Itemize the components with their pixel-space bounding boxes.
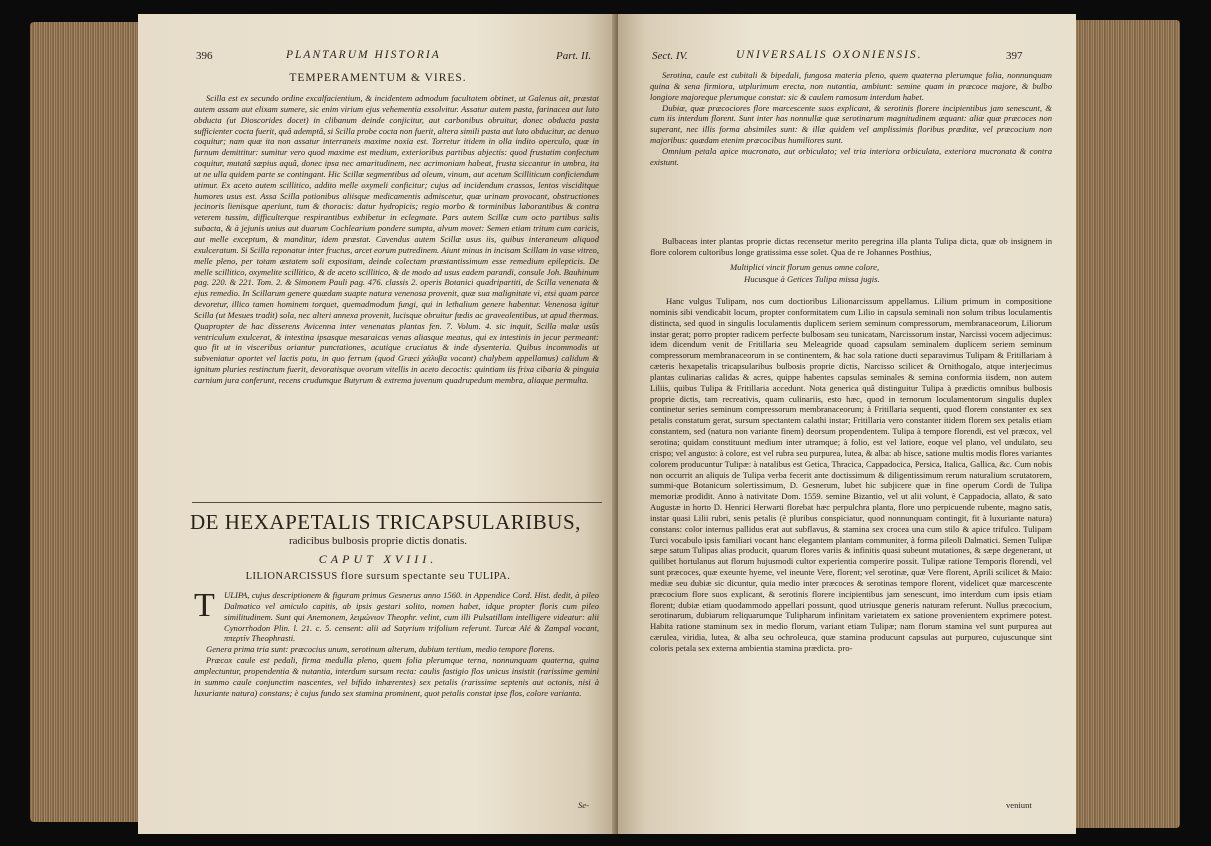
catchword: Se- <box>578 800 589 810</box>
tulipa-text <box>194 587 599 798</box>
section-rule <box>192 502 602 503</box>
intro-paragraph-2: Dubiæ, quæ præcociores flore marcescente suos explicant, & serotinis florere incipientibus jam senescunt, & cum iis interdum florent. Sunt inter has nonnullæ quæ serotinarum magnitudinem æquant: aliæ quæ præcoces non superant, nec illis forma absimiles sunt: & illæ quidem vel amplissimis floribus præditæ, vel præcocium non majoribus: quædam etenim præcocibus humiliores sunt. <box>650 102 1052 146</box>
temperament-paragraph: Scilla est ex secundo ordine excalfacientium, & incidentem admodum facultatem obtinet, ut Galenus ait, præstat autem assam aut elixam sumere, sic enim virium ejus vehementia exsolvitur. Assatur autem pasta, farinacea aut luto obducta (ut Dioscorides docet) in clibanum deinde conjicitur, aut carbonibus obruitur, donec obducta pasta sufficienter cocta fuerit, quâ ademptâ, si Scilla probe cocta non fuerit, altera simili pasta aut luto obducitur, ac denuo coquitur; nam quæ ita non assatur interraneis maxime noxia est. Torretur itidem in olla indito operculo, quæ in furnum demittitur: sumitur vero quod maxime est medium, exterioribus partibus abjectis: quod frustatim confectum coquitur, mutatâ sæpius aquâ, donec ipsa nec amaritudinem, nec acrimoniam habeat, frusta siccantur in umbra, ita ut ne ulla quidem parte se contingant. Hic Scillæ segmentibus ad oleum, vinum, aut acetum Scilliticum conficiendum utimur. Ex aceto autem scillitico, addito melle oxymeli conficitur; cujus ad incidendum crassos, lentos visciditque humores usus est. Assa Scilla potionibus aliisque medicamentis admiscetur, quæ urinam provocant, obstructiones jecinoris lienisque aperiunt, tum & thoracis: datur hydropicis; regio morbo & torminibus laborantibus & contra veterem tussim, difficulterque respirantibus exhibetur in eclegmate. Pars autem Scillæ cum octo partibus salis subacta, & à jejunis unius aut duarum Cochlearium pondere sumpta, alvum movet: Semen etiam tritum cum caricis, aut melle exceptum, & manditur, idem præstat. Cavendus autem Scillæ usus iis, quibus interaneum aliquod exulceratum. Si Scilla reponatur inter fructus, arcet eorum putredinem. Aiunt minus in incisam Scillam in vase vitreo, melle pleno, per totam æstatem soli expositam, deinde colectam præstantissimum esse remedium epilepticis. De melle scillitico, oxymelite scillitico, & de aceto scillitico, & de modo ad usus eadem parandi, consule Joh. Bauhinum pag. 220. & 221. Tom. 2. & Simonem Pauli pag. 476. classis 2. operis Botanici quadripartiti, de Scilla venenata & ejus remedio. In Scillarum genere quædam suapte natura venenosa provenit, quæ sua malignitate vi, etsi quam parce devoretur, illico tamen hominem torquet, quemadmodum fungi, qui in lethalium genere habentur. Venenosa igitur Scilla (ut Mesues tradit) sola, nec alteri annexa provenit, lucisque obruitur fœdis ac graveolentibus, ut apud thermas. Quapropter de hac disserens Avicenna inter venenatas plantas fen. 7. Volum. 4. sic inquit, Scilla malæ usûs ventriculum exulcerat, & intestina ipsasque mesaraicas venas aliasque meatus, qui ex intestinis in jecur permeant: quo fit ut in visceribus oriantur punctationes, acutique cruciatus & inde dysenteria. Quibus incommodis ut subveniatur oportet vel lactis potu, in quo ferrum (quod Græci χάλυβα vocant) chalybem appellamus) calidum & ignitum pluries restinctum fuerit, devoratisque ovorum vitellis in aceto decoctis: quintiam iis frixa cibaria & pinguia carnium jura conferunt, recens crudumque Butyrum & extrema juvenum quadrupedum membra, aliaque permulta. <box>194 93 599 385</box>
chapter-heading <box>190 510 610 535</box>
intro-paragraph-1: Serotina, caule est cubitali & bipedali, fungosa materia pleno, quem quaterna plerumque folia, nonnunquam quina & sena firmiora, utplurimum erecta, non nutantia, ambiunt: semine quam in præcoce majore, & bulbo longiore majoreque plerumque constat: sic & caulem ramosum interdum habet. <box>650 70 1052 102</box>
part-label: Part. II. <box>556 50 592 62</box>
catchword: veniunt <box>1006 800 1032 810</box>
drop-cap: T <box>194 587 215 624</box>
page-number: 397 <box>1006 50 1023 62</box>
tulipa-paragraph-2: Genera prima tria sunt: præcocius unum, serotinum alterum, dubium tertium, medio tempore florens. <box>206 644 555 655</box>
right-page <box>618 14 1076 834</box>
chapter-heading-main: HEXAPETALIS TRICAPSULARIBUS, <box>224 510 581 534</box>
right-page-edges <box>1068 20 1180 828</box>
caput-label: CAPUT XVIII. <box>318 552 438 566</box>
intro-text <box>650 70 1052 168</box>
chapter-heading-prefix: DE <box>190 510 225 534</box>
section-title: TEMPERAMENTUM & VIRES. <box>289 72 467 84</box>
temperament-text <box>194 93 599 503</box>
tulipa-paragraph-1: ULIPA, cujus descriptionem & figuram primus Gesnerus anno 1560. in Appendice Cord. Hist. dedit, à pileo Dalmatico vel amiculo capitis, ab ipsis gestari solito, nomen habet, idque propter floris cum pileo similitudinem. Sunt qui Anemonem, λειμώνιον Theophr. velint, cum illi Pulsatillam intelligere videatur: alii Cynorrhodon Plin. l. 21. c. 5. censent: alii ad Satyrium trifolium referunt. Turcæ Alé & Zampal vocant, ππερτίν Theophrasti. <box>224 590 599 644</box>
plant-title: LILIONARCISSUS flore sursum spectante seu TULIPA. <box>245 571 511 582</box>
tulipa-paragraph-3: Præcox caule est pedali, firma medulla pleno, quem folia plerumque terna, nonnunquam quaterna, quina amplectuntur, propendentia & nutantia, interdum sursum recta: caulis fastigio flos unicus insistit (rarissime gemini in summo caule conjunctim nascentes, vel bifido inhærentes) sex petalis (rarissime septenis aut octonis, nisi à luxuriante natura) constans; è cujus fundo sex stamina prominent, quot petalis constat ipse flos, colore varianta. <box>194 655 599 698</box>
page-number: 396 <box>196 50 213 62</box>
intro-paragraph-4: Bulbaceas inter plantas proprie dictas recensetur merito peregrina illa planta Tulipa dicta, quæ ob insignem in flore colorem cultoribus longe gratissima esse solet. Qua de re Johannes Posthius, <box>650 236 1052 257</box>
left-page <box>138 14 618 834</box>
chapter-subheading: radicibus bulbosis proprie dictis donatis. <box>288 535 468 547</box>
intro-paragraph-3: Omnium petala apice mucronato, aut orbiculato; vel tria interiora orbiculata, exteriora mucronata & contra existunt. <box>650 145 1052 167</box>
verse-line-2: Hucusque à Getices Tulipa missa jugis. <box>744 274 880 284</box>
verse-line-1: Multiplici vincit florum genus omne colore, <box>730 262 880 272</box>
section-label: Sect. IV. <box>652 50 688 62</box>
intro-roman-text <box>650 236 1052 258</box>
running-head: PLANTARUM HISTORIA <box>286 49 441 61</box>
running-head: UNIVERSALIS OXONIENSIS. <box>736 49 923 61</box>
left-page-edges <box>30 22 148 822</box>
discussion-paragraph: Hanc vulgus Tulipam, nos cum doctioribus Lilionarcissum appellamus. Lilium primum in compositione nominis sibi vendicabit locum, propter conformitatem cum Lilio in capsula seminali non solum tribus loculamentis distincta, sed quod in singulis loculamentis duplicem seriem seminum compressorum, membranaceorum, Liliorum instar gerat; porro propter radicem perfecte bulbosam seu tunicatam, Narcissorum instar, Narcissi vocem adjecimus: idem dicendum venit de Fritillaria seu Meleagride quoad capsulam seminalem duplicem seriem seminum compressorum membranaceorum in se continentem, & hac sola ratione ducti separavimus Tulipam & Fritillariam à cæteris hexapetalis tricapsularibus bulbosis proprie dictis, Narcisso scilicet & Ornithogalo, atque interjecimus plantas culinarias calidas & acres, quippe habentes capsulas seminales & semina conformia iisdem, non autem Liliis, quibus Tulipa & Fritillaria accedunt. Nota generica quâ distinguitur Tulipa à prædictis omnibus bulbosis proprie dictis, tam recreativis, quam culinariis, esto hæc, quod in ternorum loculamentorum singulis duplex continetur series seminum compressorum membranaceorum; à Fritillaria sequenti, quod florem constanter ex sex petalis constatum gerat, sursum spectantem calathi instar; Fritillaria vero constanter itidem florem sex petalis etiam constantem, sed (natura non variante finem) deorsum propendentem. Tulipa à tempore florendi, est vel præcox, vel serotina; quidam constituunt medium inter utramque; à folio, est vel latiore, eoque vel plano, vel undulato, seu crispo; vel angusto: à colore, est vel rubra seu purpurea, lutea, & alba: ab hisce, satione multis modis flores variantes colorem producuntur Tulipæ: à natalibus est Getica, Thracica, Cappadocica, Persica, Italica, Gallica, &c. Cum nobis non occurrit an aliquis de Tulipa verba fecerit ante doctissimum & diligentissimum rerum naturalium scrutatorem, summi-que Botanicum solertissimum, D. Gesnerum, lubet hic subjicere quæ in fine operum Cordi de Tulipa memoriæ prodidit. Anno à nativitate Dom. 1559. semine Bizantio, vel ut alii volunt, è Cappadocia, allato, & sato Augustæ in horto D. Henrici Herwarti florebat hæc perpulchra planta, flore uno perpicuende rubente, magno satis, instar quasi Lilii rubri, senis petalis (è pluribus conspiciatur, quod nonnunquam contingit, fit à luxuriante natura) constans: color internus pallidus erat aut subflavus, & stamina sex crocea una cum stilo & apice trifulco. Tulipam Turci vocabulo ipsis familiari vocant hanc elegantem plantam communiter, à forma pileoli Dalmatici. Semen Tulipæ sæpe satum Tulipas alias producit, quarum flores variis & infinitis quasi subeunt mutationes, & sæpe degenerant, ut quilibet hortulanus aut florum hujusmodi cultor experientia comperire possit. Tulipæ ratione Temporis florendi, vel sunt præcoces, quæ exeunte hyeme, vel ineunte Vere, florent; vel serotinæ, quæ Vere florent, Aprili scilicet & Maio: mediæ seu dubiæ sic dicuntur, quia medio inter præcoces & serotinas tempore florent, videlicet quæ marcescente præcocium flore suos explicant, & serotinis florere incipientibus jam senescunt, imo interdum cum ipsis etiam florent; dubiæ etiam quodammodo appellari possunt, quod utriusque generis naturam referunt. Nullus præcocium, serotinarum, dubiarum reliquarumque Tulipharum infinitam varietatem ex satione provenientem exprimere potest. Habita ratione staminum sex in medio florum, variant etiam Tulipæ; nam florum stamina vel sunt purpurea aut cærulea, viridia, lutea, & alba seu ochroleuca, quæ stamina producunt capsulas aut purpureo, cujuscunque sint coloris petala sex externa ambientia stamina prædicta. pro- <box>650 296 1052 653</box>
tulipa-discussion-text <box>650 296 1052 799</box>
